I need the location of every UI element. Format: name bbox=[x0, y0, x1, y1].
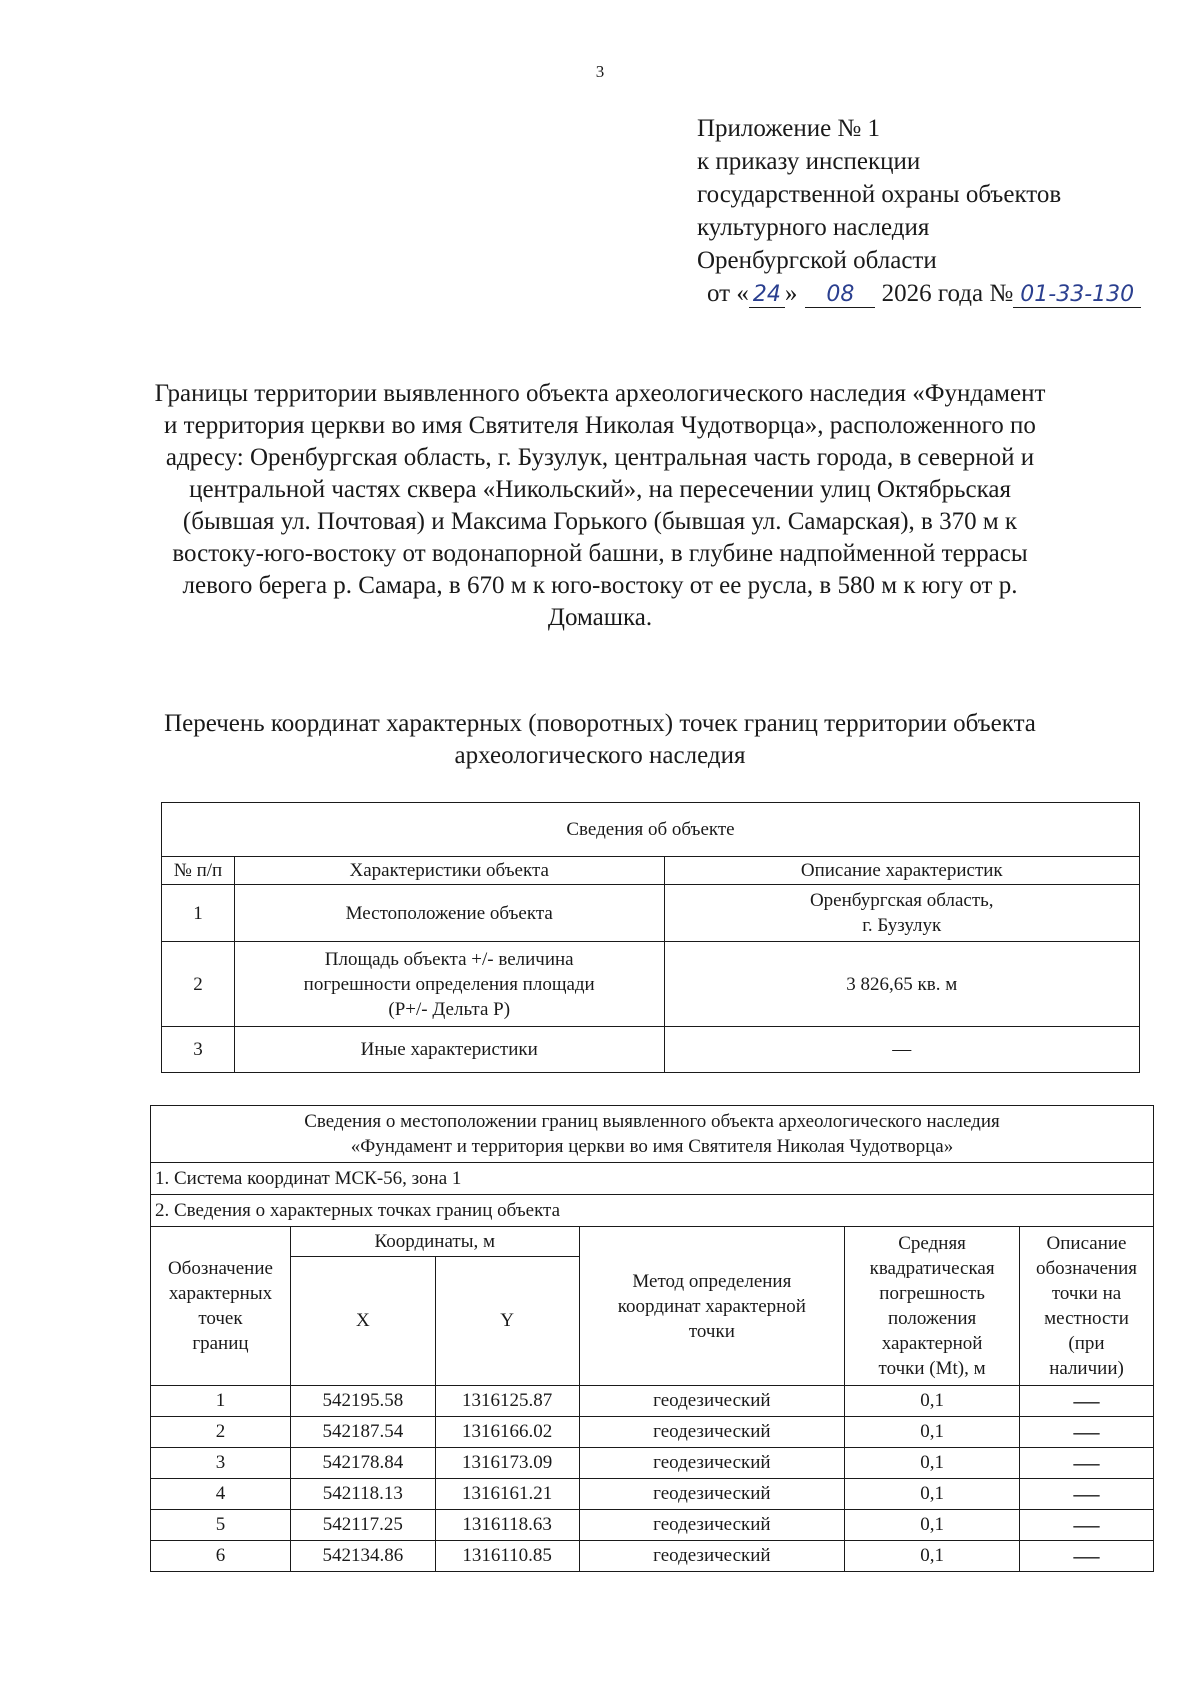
point-method: геодезический bbox=[579, 1541, 845, 1572]
object-info-table bbox=[161, 802, 1140, 1073]
point-number: 6 bbox=[151, 1541, 291, 1572]
point-method: геодезический bbox=[579, 1386, 845, 1417]
characteristic-value: 3 826,65 кв. м bbox=[664, 942, 1140, 1027]
column-header: № п/п bbox=[162, 857, 235, 885]
table-row bbox=[151, 1448, 1154, 1479]
appendix-block bbox=[697, 112, 1141, 310]
order-date-line bbox=[707, 277, 1141, 310]
table-row bbox=[162, 885, 1140, 942]
table-row bbox=[151, 1386, 1154, 1417]
point-method: геодезический bbox=[579, 1510, 845, 1541]
characteristic-name: Площадь объекта +/- величина погрешности определения площади (Р+/- Дельта Р) bbox=[234, 942, 664, 1027]
col-designation: Обозначение характерных точек границ bbox=[151, 1227, 291, 1386]
point-y: 1316166.02 bbox=[435, 1417, 579, 1448]
point-x: 542118.13 bbox=[290, 1479, 435, 1510]
point-error: 0,1 bbox=[845, 1417, 1020, 1448]
point-x: 542178.84 bbox=[290, 1448, 435, 1479]
column-header: Описание характеристик bbox=[664, 857, 1140, 885]
point-error: 0,1 bbox=[845, 1510, 1020, 1541]
col-y: Y bbox=[435, 1257, 579, 1386]
table-row bbox=[162, 1027, 1140, 1073]
row-number: 2 bbox=[162, 942, 235, 1027]
table-row bbox=[151, 1417, 1154, 1448]
characteristic-name: Местоположение объекта bbox=[234, 885, 664, 942]
point-y: 1316110.85 bbox=[435, 1541, 579, 1572]
col-x: X bbox=[290, 1257, 435, 1386]
point-number: 3 bbox=[151, 1448, 291, 1479]
order-day-handwritten: 24 bbox=[749, 283, 785, 308]
row-number: 1 bbox=[162, 885, 235, 942]
point-number: 2 bbox=[151, 1417, 291, 1448]
point-error: 0,1 bbox=[845, 1386, 1020, 1417]
point-y: 1316173.09 bbox=[435, 1448, 579, 1479]
coordinate-system: 1. Система координат МСК-56, зона 1 bbox=[151, 1163, 1154, 1195]
point-description: — bbox=[1020, 1417, 1154, 1448]
point-method: геодезический bbox=[579, 1448, 845, 1479]
point-error: 0,1 bbox=[845, 1448, 1020, 1479]
object-table-header: Сведения об объекте bbox=[162, 803, 1140, 857]
appendix-line: культурного наследия bbox=[697, 214, 930, 241]
point-y: 1316125.87 bbox=[435, 1386, 579, 1417]
order-prefix: от « bbox=[707, 280, 749, 307]
coordinates-table bbox=[150, 1105, 1154, 1572]
point-description: — bbox=[1020, 1448, 1154, 1479]
coords-table-header: Сведения о местоположении границ выявленного объекта археологического наследия «Фундамент и территория церкви во имя Святителя Николая Чудотворца» bbox=[151, 1106, 1154, 1163]
characteristic-value: — bbox=[664, 1027, 1140, 1073]
table-row bbox=[162, 942, 1140, 1027]
point-y: 1316161.21 bbox=[435, 1479, 579, 1510]
point-description: — bbox=[1020, 1541, 1154, 1572]
point-description: — bbox=[1020, 1510, 1154, 1541]
order-number-handwritten: 01-33-130 bbox=[1013, 283, 1141, 308]
point-x: 542187.54 bbox=[290, 1417, 435, 1448]
appendix-line: Оренбургской области bbox=[697, 247, 937, 274]
point-number: 5 bbox=[151, 1510, 291, 1541]
characteristic-name: Иные характеристики bbox=[234, 1027, 664, 1073]
document-title: Границы территории выявленного объекта археологического наследия «Фундамент и территория церкви во имя Святителя Николая Чудотворца», расположенного по адресу: Оренбургская область, г. Бузулук, центральная часть города, в северной и центральной частях сквера «Никольский», на пересечении улиц Октябрьская (бывшая ул. Почтовая) и Максима Горького (бывшая ул. Самарская), в 370 м к востоку-юго-востоку от водонапорной башни, в глубине надпойменной террасы левого берега р. Самара, в 670 м к юго-востоку от ее русла, в 580 м к югу от р. Домашка. bbox=[154, 380, 1046, 631]
order-month-handwritten: 08 bbox=[805, 283, 875, 308]
col-coordinates: Координаты, м bbox=[290, 1227, 579, 1257]
point-error: 0,1 bbox=[845, 1541, 1020, 1572]
table-row bbox=[151, 1541, 1154, 1572]
appendix-line: государственной охраны объектов bbox=[697, 181, 1062, 208]
appendix-line: к приказу инспекции bbox=[697, 148, 921, 175]
points-section-header: 2. Сведения о характерных точках границ объекта bbox=[151, 1195, 1154, 1227]
order-mid: » bbox=[784, 280, 798, 307]
table-row bbox=[151, 1479, 1154, 1510]
point-error: 0,1 bbox=[845, 1479, 1020, 1510]
point-method: геодезический bbox=[579, 1417, 845, 1448]
row-number: 3 bbox=[162, 1027, 235, 1073]
point-number: 4 bbox=[151, 1479, 291, 1510]
point-description: — bbox=[1020, 1479, 1154, 1510]
characteristic-value: Оренбургская область, г. Бузулук bbox=[664, 885, 1140, 942]
point-x: 542195.58 bbox=[290, 1386, 435, 1417]
order-year: 2026 года № bbox=[881, 280, 1014, 307]
col-description: Описание обозначения точки на местности (при наличии) bbox=[1020, 1227, 1154, 1386]
point-x: 542134.86 bbox=[290, 1541, 435, 1572]
col-error: Средняя квадратическая погрешность положения характерной точки (Mt), м bbox=[845, 1227, 1020, 1386]
point-method: геодезический bbox=[579, 1479, 845, 1510]
point-x: 542117.25 bbox=[290, 1510, 435, 1541]
point-number: 1 bbox=[151, 1386, 291, 1417]
point-description: — bbox=[1020, 1386, 1154, 1417]
table-row bbox=[151, 1510, 1154, 1541]
point-y: 1316118.63 bbox=[435, 1510, 579, 1541]
appendix-line: Приложение № 1 bbox=[697, 115, 881, 142]
column-header: Характеристики объекта bbox=[234, 857, 664, 885]
page-number: 3 bbox=[595, 62, 605, 81]
col-method: Метод определения координат характерной точки bbox=[579, 1227, 845, 1386]
document-subtitle: Перечень координат характерных (поворотных) точек границ территории объекта археологического наследия bbox=[164, 710, 1036, 769]
